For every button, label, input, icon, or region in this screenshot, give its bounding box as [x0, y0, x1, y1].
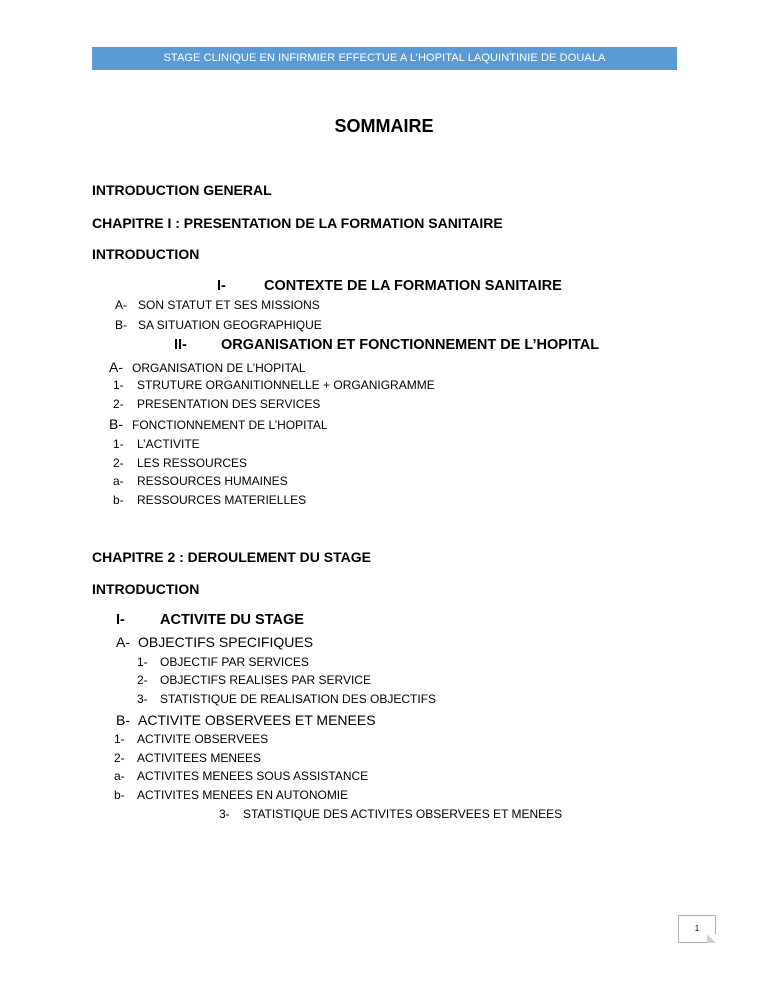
toc-c1-section-1: CONTEXTE DE LA FORMATION SANITAIRE [264, 278, 562, 294]
toc-item-number: 1- [137, 655, 148, 669]
toc-item: L’ACTIVITE [137, 437, 200, 451]
toc-item-number: A- [115, 298, 127, 312]
toc-chapitre-1: CHAPITRE I : PRESENTATION DE LA FORMATION SANITAIRE [92, 215, 503, 231]
toc-item: ACTIVITES MENEES SOUS ASSISTANCE [137, 769, 369, 783]
toc-item: STATISTIQUE DE REALISATION DES OBJECTIFS [160, 692, 437, 706]
toc-c1-section-2: ORGANISATION ET FONCTIONNEMENT DE L’HOPITAL [221, 337, 600, 353]
toc-item-number: 3- [137, 692, 148, 706]
toc-item: STATISTIQUE DES ACTIVITES OBSERVEES ET MENEES [243, 807, 563, 821]
page-number-box [678, 915, 716, 943]
toc-item: OBJECTIF PAR SERVICES [160, 655, 309, 669]
toc-item: STRUTURE ORGANITIONNELLE + ORGANIGRAMME [137, 378, 435, 392]
toc-item-number: 2- [113, 456, 124, 470]
toc-introduction-1: INTRODUCTION [92, 246, 200, 262]
toc-introduction-2: INTRODUCTION [92, 581, 200, 597]
toc-item: RESSOURCES HUMAINES [137, 474, 288, 488]
toc-c1-section-2-number: II- [174, 337, 187, 353]
toc-item-number: 2- [114, 751, 125, 765]
toc-subsection-number: A- [109, 359, 123, 375]
page-fold-icon [707, 934, 716, 943]
toc-subsection: ORGANISATION DE L’HOPITAL [132, 361, 306, 375]
toc-item: ACTIVITE OBSERVEES [137, 732, 269, 746]
page-title: SOMMAIRE [334, 116, 434, 136]
toc-item: LES RESSOURCES [137, 456, 248, 470]
toc-item-number: 2- [137, 673, 148, 687]
toc-subsection-number: B- [116, 712, 130, 728]
toc-c2-section-1-number: I- [116, 612, 125, 628]
page-header: STAGE CLINIQUE EN INFIRMIER EFFECTUE A L’HOPITAL LAQUINTINIE DE DOUALA [92, 47, 677, 70]
toc-item: SA SITUATION GEOGRAPHIQUE [138, 318, 322, 332]
toc-item-number: B- [115, 318, 127, 332]
toc-item: ACTIVITES MENEES EN AUTONOMIE [137, 788, 349, 802]
toc-subsection: FONCTIONNEMENT DE L’HOPITAL [132, 418, 328, 432]
toc-item: OBJECTIFS REALISES PAR SERVICE [160, 673, 371, 687]
toc-subsection-number: A- [116, 634, 130, 650]
toc-item: RESSOURCES MATERIELLES [137, 493, 307, 507]
toc-c2-section-1: ACTIVITE DU STAGE [160, 612, 304, 628]
toc-item-number: 2- [113, 397, 124, 411]
toc-item-number: a- [113, 474, 124, 488]
toc-item: SON STATUT ET SES MISSIONS [138, 298, 320, 312]
toc-item: ACTIVITEES MENEES [137, 751, 262, 765]
toc-item-number: 1- [114, 732, 125, 746]
toc-item-number: b- [113, 493, 124, 507]
toc-item-number: a- [114, 769, 125, 783]
toc-item-number: 1- [113, 378, 124, 392]
toc-chapitre-2: CHAPITRE 2 : DEROULEMENT DU STAGE [92, 549, 371, 565]
toc-subsection-number: B- [109, 416, 123, 432]
toc-subsection: OBJECTIFS SPECIFIQUES [138, 634, 314, 650]
toc-c1-section-1-number: I- [217, 278, 226, 294]
toc-item-number: b- [114, 788, 125, 802]
toc-item-number: 3- [219, 807, 230, 821]
toc-subsection: ACTIVITE OBSERVEES ET MENEES [138, 712, 376, 728]
toc-intro-general: INTRODUCTION GENERAL [92, 182, 272, 198]
toc-item-number: 1- [113, 437, 124, 451]
toc-item: PRESENTATION DES SERVICES [137, 397, 321, 411]
page-number: 1 [694, 924, 700, 933]
